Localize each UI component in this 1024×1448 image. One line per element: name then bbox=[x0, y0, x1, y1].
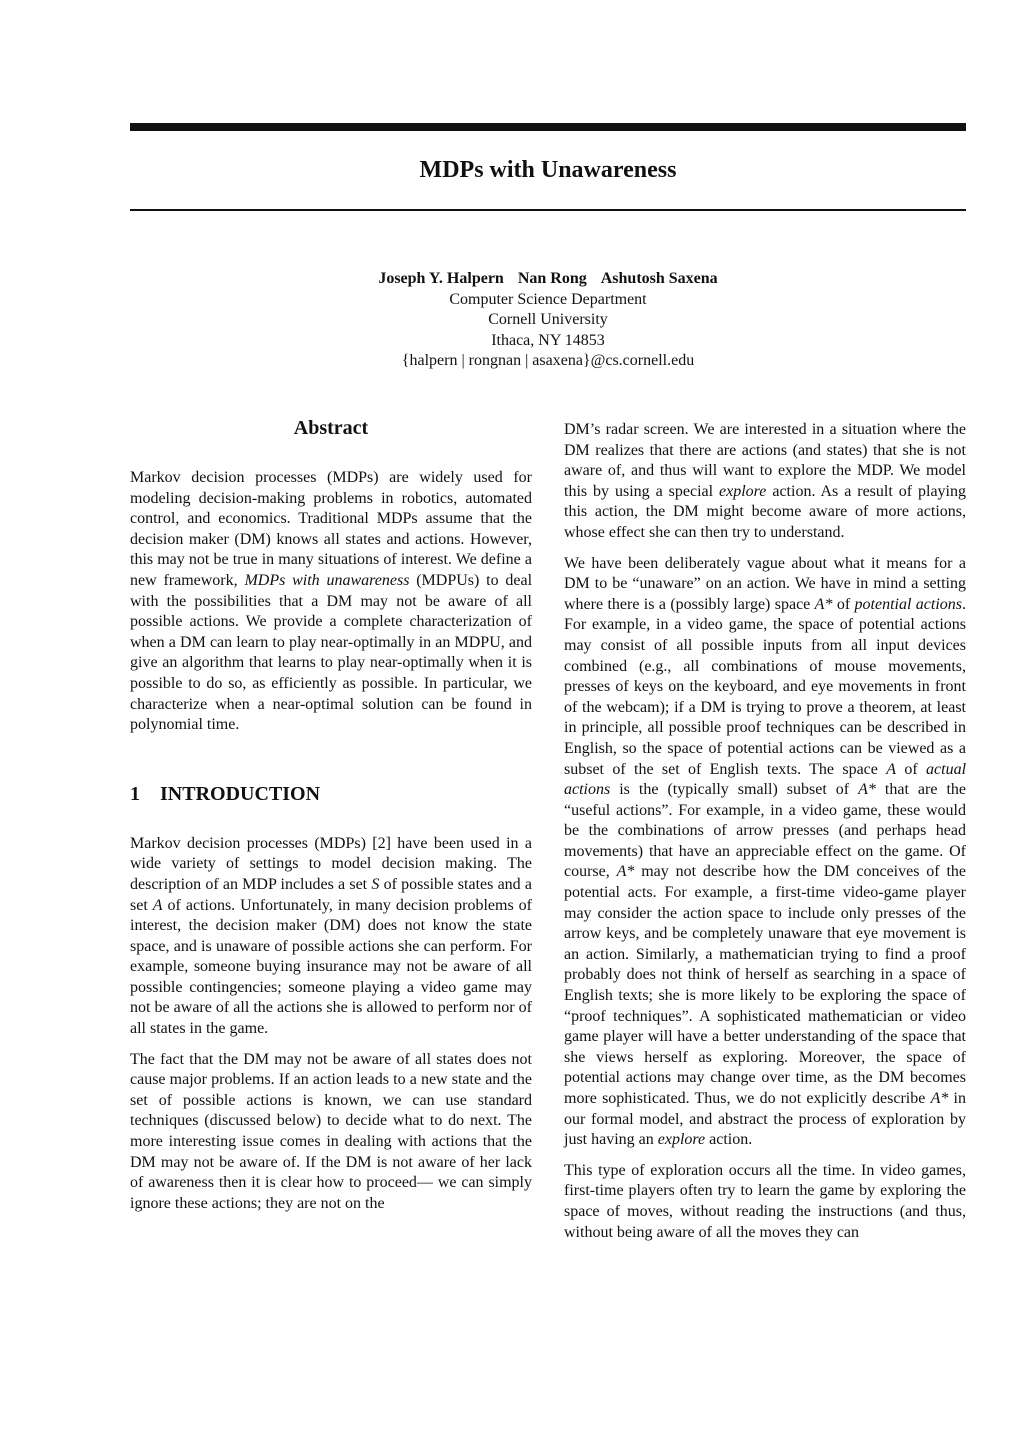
author-name: Nan Rong bbox=[517, 270, 587, 287]
left-column bbox=[130, 416, 532, 1214]
paragraph: This type of exploration occurs all the time. In video games, first-time players often try to learn the game by exploring the space of moves, without reading the instructions (and thus, without being aware of all the moves they can bbox=[564, 1161, 966, 1241]
affiliation-university: Cornell University bbox=[488, 311, 608, 329]
affiliation-department: Computer Science Department bbox=[449, 290, 647, 308]
section-number: 1 bbox=[130, 782, 140, 805]
author-emails: {halpern | rongnan | asaxena}@cs.cornell.edu bbox=[401, 352, 695, 370]
paper-title: MDPs with Unawareness bbox=[419, 157, 677, 183]
paragraph: DM’s radar screen. We are interested in a situation where the DM realizes that there are actions (and states) that she is not aware of, and thus will want to explore the MDP. We model this by using a special explore action. As a result of playing this action, the DM might become aware of more actions, whose effect she can then try to understand. bbox=[564, 421, 967, 541]
section-heading bbox=[130, 782, 532, 806]
right-column bbox=[564, 420, 966, 1243]
author-name: Ashutosh Saxena bbox=[600, 270, 718, 287]
author-block bbox=[130, 269, 966, 372]
title-top-rule bbox=[130, 123, 966, 131]
paragraph: Markov decision processes (MDPs) [2] have been used in a wide variety of settings to model decision making. The description of an MDP includes a set S of possible states and a set A of actions. Unfortunately, in many decision problems of interest, the decision maker (DM) does not know the state space, and is unaware of possible actions she can perform. For example, someone buying insurance may not be aware of all possible contingencies; someone playing a video game may not be aware of all the actions she is allowed to perform nor of all states in the game. bbox=[130, 834, 532, 1038]
paragraph: The fact that the DM may not be aware of all states does not cause major problems. If an action leads to a new state and the set of possible actions is known, we can use standard techniques (discussed below) to decide what to do next. The more interesting issue comes in dealing with actions that the DM may not be aware of. If the DM is not aware of her lack of awareness then it is clear how to proceed— we can simply ignore these actions; they are not on the bbox=[130, 1050, 532, 1212]
section-title: INTRODUCTION bbox=[160, 782, 321, 805]
affiliation-address: Ithaca, NY 14853 bbox=[491, 331, 605, 349]
author-names bbox=[130, 269, 966, 290]
abstract-heading: Abstract bbox=[293, 417, 369, 439]
abstract-text: Markov decision processes (MDPs) are widely used for modeling decision-making problems in robotics, automated control, and economics. Traditional MDPs assume that the decision maker (DM) knows all states and actions. However, this may not be true in many situations of interest. We define a new framework, MDPs with unawareness (MDPUs) to deal with the possibilities that a DM may not be aware of all possible actions. We provide a complete characterization of when a DM can learn to play near-optimally in an MDPU, and give an algorithm that learns to play near-optimally when it is possible to do so, as efficiently as possible. In particular, we characterize when a near-optimal solution can be found in polynomial time. bbox=[130, 469, 533, 734]
paragraph: We have been deliberately vague about what it means for a DM to be “unaware” on an action. We have in mind a setting where there is a (possibly large) space A* of potential actions. For example, in a video game, the space of potential actions may consist of all possible inputs from all input devices combined (e.g., all combinations of mouse movements, presses of keys on the keyboard, and eye movements in front of the webcam); if a DM is trying to prove a theorem, at least in principle, all possible proof techniques can be described in English, so the space of potential actions can be viewed as a subset of the set of English texts. The space A of actual actions is the (typically small) subset of A* that are the “useful actions”. For example, in a video game, these would be the combinations of arrow presses (and perhaps head movements) that have an appreciable effect on the game. Of course, A* may not describe how the DM conceives of the potential acts. For example, a first-time video-game player may consider the action space to include only presses of the arrow keys, and be completely unaware that eye movement is an action. Similarly, a mathematician trying to find a proof probably does not think of herself as searching in a space of English texts; she is more likely to be exploring the space of “proof techniques”. A sophisticated mathematician or video game player will have a better understanding of the space that she views herself as exploring. Moreover, the space of potential actions may change over time, as the DM becomes more sophisticated. Thus, we do not explicitly describe A* in our formal model, and abstract the process of exploration by just having an explore action. bbox=[564, 554, 967, 1149]
title-bottom-rule bbox=[130, 209, 966, 211]
author-name: Joseph Y. Halpern bbox=[378, 270, 504, 287]
